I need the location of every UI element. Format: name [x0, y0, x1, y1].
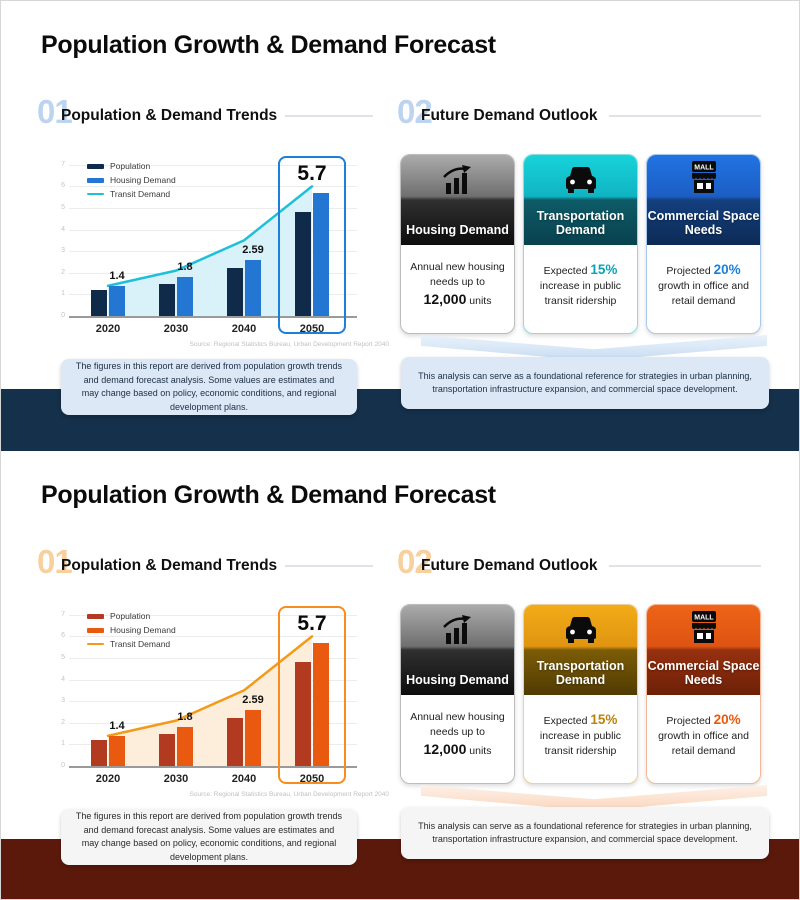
y-tick-label: 6: [61, 182, 65, 190]
x-tick-label: 2050: [299, 773, 325, 785]
legend-label: Population: [110, 611, 151, 621]
card-text: Projected: [666, 715, 714, 727]
x-tick-label: 2040: [231, 323, 257, 335]
card-title: Commercial Space Needs: [647, 208, 760, 238]
bar-value-label: 1.4: [109, 269, 125, 282]
y-tick-label: 1: [61, 740, 65, 748]
card-highlight-value: 15%: [590, 262, 618, 277]
note-box-figures: The figures in this report are derived from population growth trends and demand forecast analysis. Some values are estimates and may change based on policy, economic conditions, and regional development plans.: [61, 809, 357, 865]
card-text: Expected: [543, 265, 591, 277]
bar-value-label: 2.59: [242, 244, 264, 257]
card-body: [401, 695, 514, 760]
card-header: [647, 155, 760, 245]
card-highlight-value: 20%: [713, 712, 741, 727]
chart-source: Source: Regional Statistics Bureau, Urban Development Report 2040: [189, 341, 389, 348]
bar-value-label: 2.59: [242, 694, 264, 707]
section-heading-text: Future Demand Outlook: [421, 557, 598, 574]
population-demand-chart: [41, 141, 391, 356]
mall-icon: [647, 609, 760, 651]
heading-outlook: [397, 93, 769, 135]
card-housing-demand: [400, 604, 515, 784]
legend-transit: [87, 639, 176, 649]
bar-housing-2020: [109, 736, 125, 766]
card-text: Projected: [666, 265, 714, 277]
heading-outlook: [397, 543, 769, 585]
card-text: increase in public transit ridership: [539, 730, 622, 758]
section-number: 02: [397, 93, 432, 130]
legend-swatch: [87, 614, 104, 619]
x-tick-label: 2020: [95, 323, 121, 335]
legend-swatch: [87, 628, 104, 633]
legend-housing: [87, 625, 176, 635]
y-tick-label: 0: [61, 762, 65, 769]
x-tick-label: 2030: [163, 323, 189, 335]
legend-transit: [87, 189, 176, 199]
mall-sign-text: MALL: [693, 614, 714, 622]
section-heading-text: Future Demand Outlook: [421, 107, 598, 124]
card-header: [401, 155, 514, 245]
card-title: Transportation Demand: [536, 658, 625, 688]
growth-chart-icon: [401, 609, 514, 651]
bar-population-2030: [159, 734, 175, 766]
y-tick-label: 4: [61, 225, 65, 233]
card-commercial-space: [646, 604, 761, 784]
divider-line: [285, 565, 373, 567]
divider-line: [609, 115, 761, 117]
card-highlight-value: 20%: [713, 262, 741, 277]
section-number: 02: [397, 543, 432, 580]
bar-housing-2030: [177, 727, 193, 766]
card-title: Housing Demand: [406, 673, 509, 688]
legend-label: Housing Demand: [110, 175, 176, 185]
card-text: units: [466, 294, 492, 307]
bar-value-label: 1.8: [177, 711, 193, 724]
y-tick-label: 2: [61, 718, 65, 726]
legend-population: [87, 611, 176, 621]
highlight-value-label: 5.7: [297, 612, 327, 635]
bar-housing-2020: [109, 286, 125, 316]
y-tick-label: 6: [61, 632, 65, 640]
legend-swatch: [87, 643, 104, 646]
divider-line: [609, 565, 761, 567]
chart-legend: [87, 161, 176, 199]
chart-legend: [87, 611, 176, 649]
y-tick-label: 3: [61, 697, 65, 705]
card-header: [524, 605, 637, 695]
legend-label: Transit Demand: [110, 189, 171, 199]
legend-swatch: [87, 193, 104, 196]
card-text: Annual new housing needs up to: [410, 261, 505, 288]
card-title: Commercial Space Needs: [647, 658, 760, 688]
card-body: [647, 245, 760, 309]
legend-label: Population: [110, 161, 151, 171]
y-tick-label: 0: [61, 312, 65, 319]
card-body: [647, 695, 760, 759]
card-text: Expected: [543, 715, 591, 727]
y-tick-label: 7: [61, 610, 65, 618]
x-tick-label: 2020: [95, 773, 121, 785]
bar-population-2030: [159, 284, 175, 316]
card-highlight-value: 12,000: [423, 290, 467, 307]
bar-value-label: 1.8: [177, 261, 193, 274]
card-body: [524, 695, 637, 759]
legend-population: [87, 161, 176, 171]
legend-label: Transit Demand: [110, 639, 171, 649]
card-highlight-value: 15%: [590, 712, 618, 727]
bar-population-2040: [227, 718, 243, 766]
car-icon: [524, 159, 637, 201]
bar-population-2020: [91, 740, 107, 766]
card-transportation-demand: [523, 604, 638, 784]
card-title: Transportation Demand: [536, 208, 625, 238]
chart-source: Source: Regional Statistics Bureau, Urban Development Report 2040: [189, 791, 389, 798]
section-number: 01: [37, 543, 72, 580]
divider-line: [285, 115, 373, 117]
y-tick-label: 5: [61, 654, 65, 661]
y-tick-label: 7: [61, 160, 65, 168]
bar-housing-2040: [245, 260, 261, 316]
y-tick-label: 5: [61, 204, 65, 211]
heading-trends: [37, 93, 391, 135]
card-text: growth in office and retail demand: [658, 280, 749, 308]
card-body: [524, 245, 637, 309]
x-tick-label: 2040: [231, 773, 257, 785]
highlight-value-label: 5.7: [297, 162, 327, 185]
card-transportation-demand: [523, 154, 638, 334]
y-tick-label: 3: [61, 247, 65, 255]
card-header: [524, 155, 637, 245]
x-tick-label: 2030: [163, 773, 189, 785]
legend-label: Housing Demand: [110, 625, 176, 635]
bar-population-2020: [91, 290, 107, 316]
bar-housing-2030: [177, 277, 193, 316]
y-tick-label: 4: [61, 675, 65, 683]
card-text: increase in public transit ridership: [539, 280, 622, 308]
section-heading-text: Population & Demand Trends: [61, 557, 278, 574]
x-tick-label: 2050: [299, 323, 325, 335]
card-text: Annual new housing needs up to: [410, 711, 505, 738]
growth-chart-icon: [401, 159, 514, 201]
card-housing-demand: [400, 154, 515, 334]
section-blue: [1, 1, 799, 451]
card-body: [401, 245, 514, 310]
card-highlight-value: 12,000: [423, 740, 467, 757]
legend-swatch: [87, 164, 104, 169]
legend-housing: [87, 175, 176, 185]
mall-icon: [647, 159, 760, 201]
section-heading-text: Population & Demand Trends: [61, 107, 278, 124]
car-icon: [524, 609, 637, 651]
card-header: [647, 605, 760, 695]
y-tick-label: 1: [61, 290, 65, 298]
bar-population-2040: [227, 268, 243, 316]
card-title: Housing Demand: [406, 223, 509, 238]
page-title: Population Growth & Demand Forecast: [41, 31, 496, 59]
card-commercial-space: [646, 154, 761, 334]
mall-sign-text: MALL: [693, 164, 714, 172]
bar-housing-2040: [245, 710, 261, 766]
population-demand-chart: [41, 591, 391, 806]
section-number: 01: [37, 93, 72, 130]
note-box-analysis: This analysis can serve as a foundational reference for strategies in urban planning, transportation infrastructure expansion, and commercial space development.: [401, 357, 769, 409]
page-title: Population Growth & Demand Forecast: [41, 481, 496, 509]
bar-value-label: 1.4: [109, 719, 125, 732]
heading-trends: [37, 543, 391, 585]
note-box-figures: The figures in this report are derived from population growth trends and demand forecast analysis. Some values are estimates and may change based on policy, economic conditions, and regional development plans.: [61, 359, 357, 415]
card-header: [401, 605, 514, 695]
card-text: units: [466, 744, 492, 757]
card-text: growth in office and retail demand: [658, 730, 749, 758]
legend-swatch: [87, 178, 104, 183]
note-box-analysis: This analysis can serve as a foundational reference for strategies in urban planning, transportation infrastructure expansion, and commercial space development.: [401, 807, 769, 859]
section-orange: [1, 451, 799, 900]
y-tick-label: 2: [61, 268, 65, 276]
